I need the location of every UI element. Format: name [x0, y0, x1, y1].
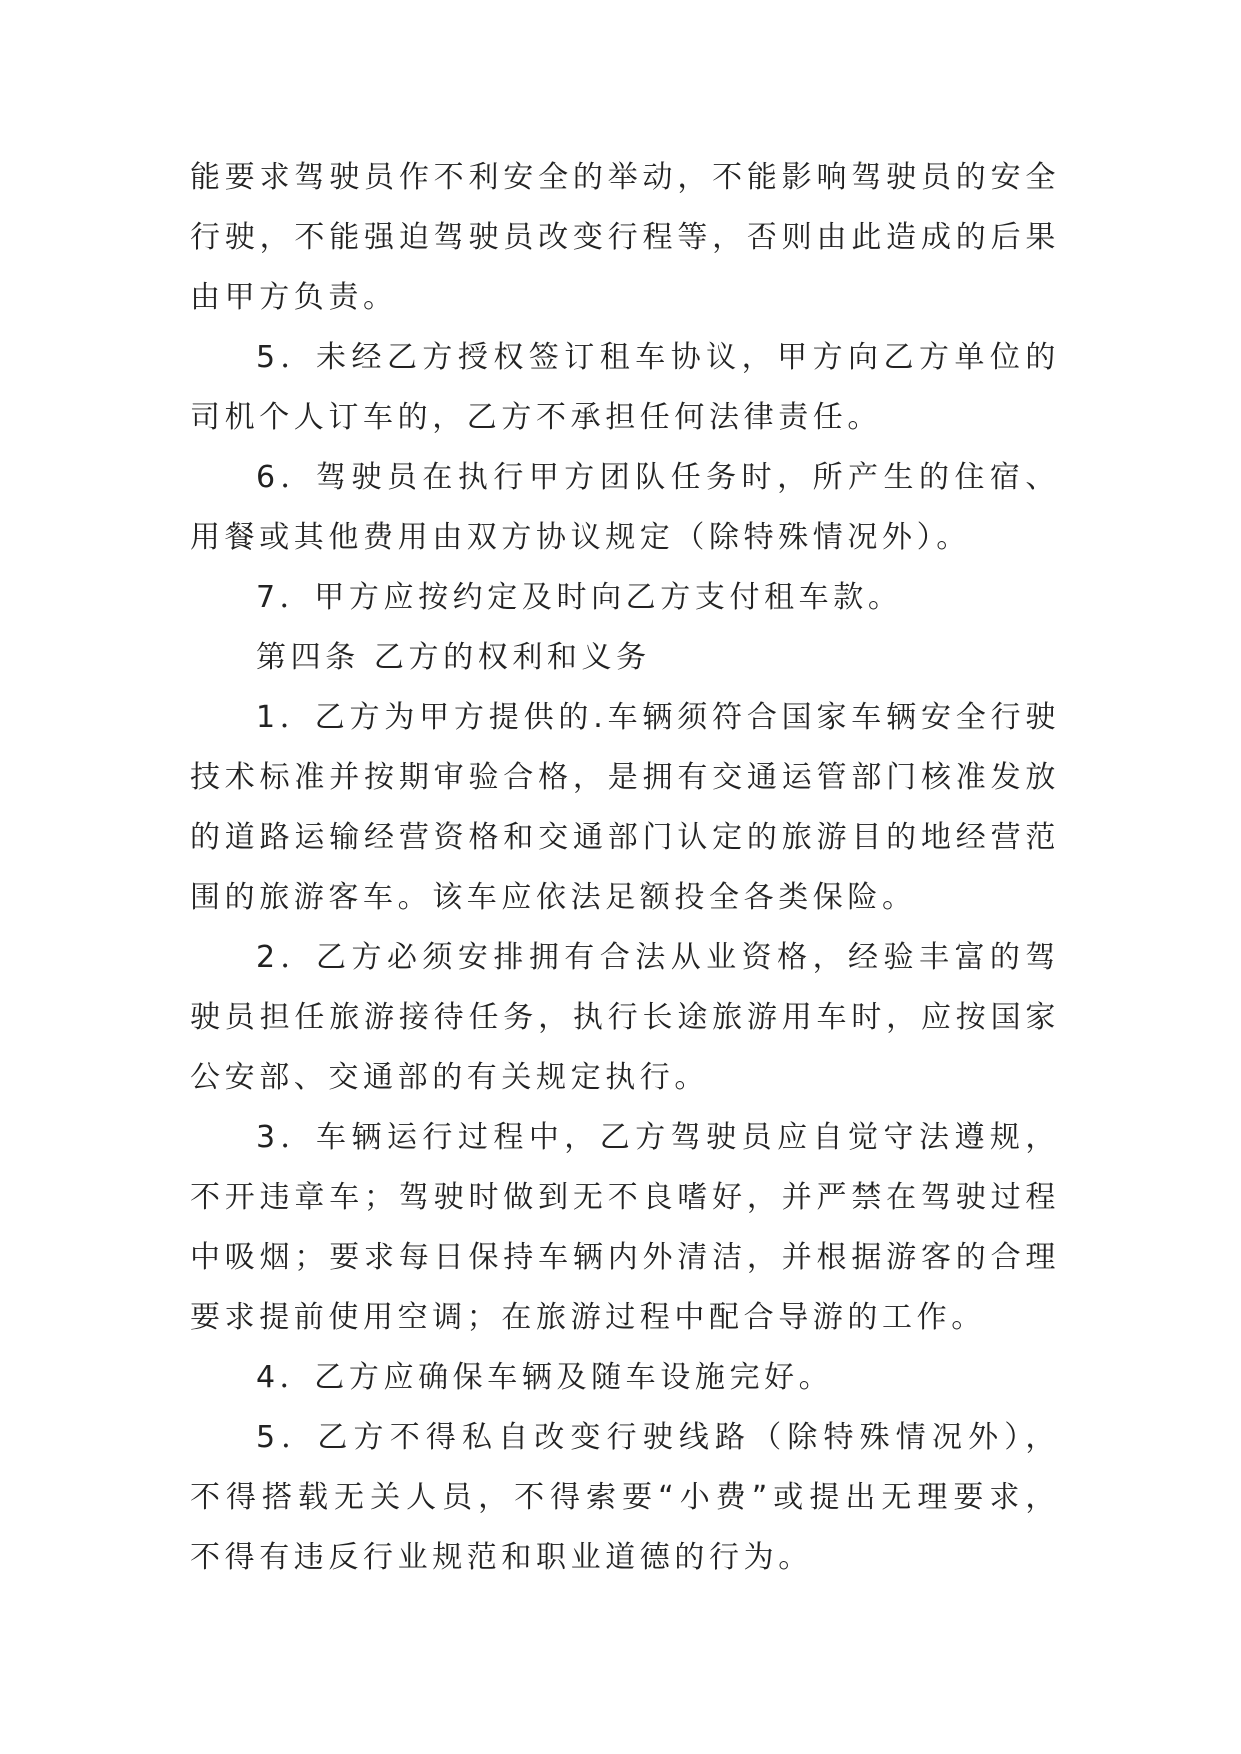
- paragraph-clause-3-7: 7．甲方应按约定及时向乙方支付租车款。: [256, 580, 903, 615]
- paragraph-clause-4-1: 1．乙方为甲方提供的.车辆须符合国家车辆安全行驶技术标准并按期审验合格，是拥有交通运管部门核准发放的道路运输经营资格和交通部门认定的旅游目的地经营范围的旅游客车。该车应依法足额投全各类保险。: [190, 700, 1060, 915]
- paragraph-clause-4-4: 4．乙方应确保车辆及随车设施完好。: [256, 1360, 834, 1395]
- paragraph-clause-3-6: 6．驾驶员在执行甲方团队任务时，所产生的住宿、用餐或其他费用由双方协议规定（除特殊情况外）。: [190, 460, 1060, 555]
- section-heading-article-4: 第四条 乙方的权利和义务: [256, 640, 651, 675]
- paragraph-clause-4-3: 3．车辆运行过程中，乙方驾驶员应自觉守法遵规，不开违章车；驾驶时做到无不良嗜好，并严禁在驾驶过程中吸烟；要求每日保持车辆内外清洁，并根据游客的合理要求提前使用空调；在旅游过程中配合导游的工作。: [190, 1120, 1060, 1335]
- paragraph-continuation: 能要求驾驶员作不利安全的举动，不能影响驾驶员的安全行驶，不能强迫驾驶员改变行程等，否则由此造成的后果由甲方负责。: [190, 160, 1060, 315]
- paragraph-clause-4-2: 2．乙方必须安排拥有合法从业资格，经验丰富的驾驶员担任旅游接待任务，执行长途旅游用车时，应按国家公安部、交通部的有关规定执行。: [190, 940, 1060, 1095]
- document-body: [190, 148, 1060, 1588]
- paragraph-clause-3-5: 5．未经乙方授权签订租车协议，甲方向乙方单位的司机个人订车的，乙方不承担任何法律责任。: [190, 340, 1060, 435]
- paragraph-clause-4-5: 5．乙方不得私自改变行驶线路（除特殊情况外），不得搭载无关人员，不得索要“小费”或提出无理要求，不得有违反行业规范和职业道德的行为。: [190, 1420, 1060, 1575]
